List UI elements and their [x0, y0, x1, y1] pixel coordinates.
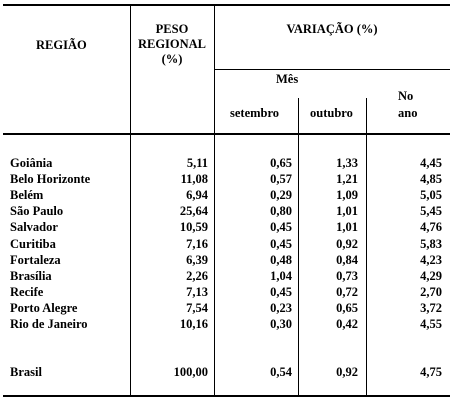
row-outubro: 1,21 — [336, 172, 358, 187]
row-setembro: 0,30 — [270, 317, 292, 331]
row-peso: 2,26 — [186, 268, 208, 283]
row-no-ano: 4,55 — [420, 317, 442, 331]
row-peso: 6,94 — [186, 188, 208, 203]
header-outubro: outubro — [310, 106, 353, 120]
table-row — [0, 300, 454, 316]
row-setembro: 0,45 — [270, 236, 292, 251]
header-peso-line1: PESO — [155, 22, 189, 36]
row-setembro: 0,23 — [270, 300, 292, 315]
table-row — [0, 219, 454, 235]
row-setembro: 0,57 — [270, 172, 292, 187]
row-no-ano: 3,72 — [420, 300, 442, 315]
row-outubro: 0,92 — [336, 236, 358, 251]
row-outubro: 1,01 — [336, 220, 358, 235]
row-setembro: 0,29 — [270, 188, 292, 203]
table-row — [0, 171, 454, 187]
row-peso: 10,59 — [179, 220, 208, 235]
row-peso: 7,13 — [186, 284, 208, 299]
row-regiao: Fortaleza — [10, 252, 61, 267]
row-regiao: Salvador — [10, 220, 58, 235]
row-no-ano: 4,23 — [420, 252, 442, 267]
row-setembro: 0,65 — [270, 156, 292, 170]
row-outubro: 0,84 — [336, 252, 358, 267]
total-peso: 100,00 — [173, 365, 208, 379]
row-regiao: Belo Horizonte — [10, 172, 91, 187]
table-row — [0, 155, 454, 171]
row-outubro: 0,65 — [336, 300, 358, 315]
header-variacao: VARIAÇÃO (%) — [286, 22, 378, 36]
table-row — [0, 284, 454, 300]
header-mes: Mês — [276, 72, 299, 86]
row-no-ano: 4,85 — [420, 172, 442, 187]
header-regiao: REGIÃO — [36, 38, 87, 52]
row-outubro: 0,42 — [336, 317, 358, 331]
total-outubro: 0,92 — [336, 365, 358, 379]
row-regiao: Belém — [10, 188, 44, 203]
row-setembro: 1,04 — [270, 268, 292, 283]
table-row-total — [0, 364, 454, 380]
row-regiao: São Paulo — [10, 204, 64, 219]
row-peso: 25,64 — [179, 204, 208, 219]
table-top-rule — [3, 4, 450, 6]
table-row — [0, 316, 454, 332]
row-outubro: 1,33 — [336, 156, 358, 170]
total-no-ano: 4,75 — [420, 365, 442, 379]
row-regiao: Rio de Janeiro — [10, 317, 88, 331]
header-setembro: setembro — [230, 106, 280, 120]
row-peso: 10,16 — [179, 317, 208, 331]
row-setembro: 0,45 — [270, 220, 292, 235]
header-peso-line3: (%) — [161, 52, 183, 66]
header-no-ano-line2: ano — [398, 106, 418, 120]
header-bottom-rule — [3, 133, 450, 135]
table-row — [0, 203, 454, 219]
row-no-ano: 2,70 — [420, 284, 442, 299]
header-no-ano-line1: No — [398, 89, 414, 103]
row-regiao: Porto Alegre — [10, 300, 78, 315]
row-regiao: Curitiba — [10, 236, 56, 251]
header-peso-line2: REGIONAL — [137, 37, 207, 51]
row-no-ano: 4,45 — [420, 156, 442, 170]
row-peso: 7,54 — [186, 300, 208, 315]
row-regiao: Recife — [10, 284, 44, 299]
row-no-ano: 4,29 — [420, 268, 442, 283]
row-no-ano: 5,45 — [420, 204, 442, 219]
row-peso: 5,11 — [186, 156, 208, 170]
table-row — [0, 252, 454, 268]
row-outubro: 1,09 — [336, 188, 358, 203]
table-row — [0, 187, 454, 203]
row-no-ano: 5,83 — [420, 236, 442, 251]
row-peso: 11,08 — [180, 172, 208, 187]
row-setembro: 0,45 — [270, 284, 292, 299]
row-outubro: 1,01 — [336, 204, 358, 219]
row-no-ano: 5,05 — [420, 188, 442, 203]
total-setembro: 0,54 — [270, 365, 292, 379]
table-row — [0, 268, 454, 284]
row-peso: 6,39 — [186, 252, 208, 267]
row-peso: 7,16 — [186, 236, 208, 251]
row-outubro: 0,73 — [336, 268, 358, 283]
variacao-header-rule — [214, 69, 450, 70]
row-regiao: Brasília — [10, 268, 52, 283]
row-setembro: 0,80 — [270, 204, 292, 219]
table-bottom-rule — [3, 395, 450, 397]
table-row — [0, 236, 454, 252]
row-regiao: Goiânia — [10, 156, 53, 170]
total-regiao: Brasil — [10, 365, 42, 379]
row-no-ano: 4,76 — [420, 220, 442, 235]
row-outubro: 0,72 — [336, 284, 358, 299]
row-setembro: 0,48 — [270, 252, 292, 267]
